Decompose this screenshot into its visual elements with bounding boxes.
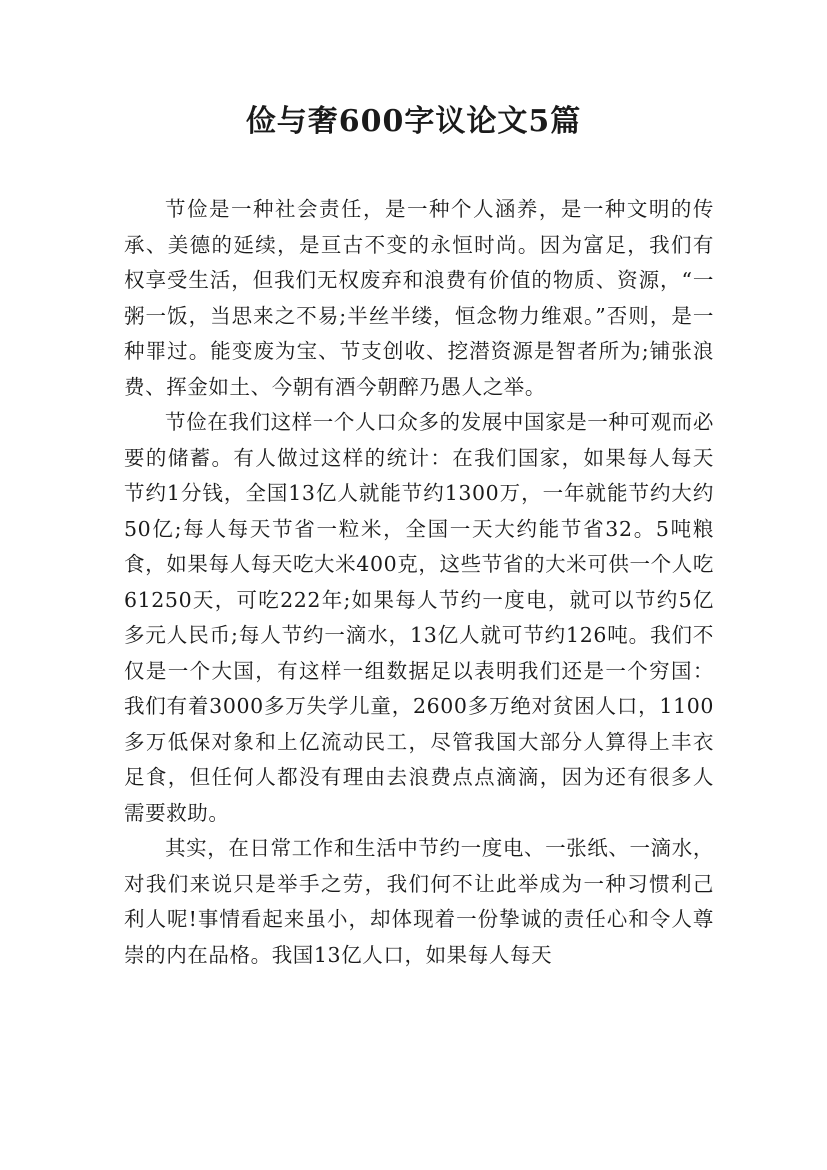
document-title: 俭与奢600字议论文5篇 — [245, 104, 582, 139]
document-body — [124, 192, 714, 973]
paragraph-2: 节俭在我们这样一个人口众多的发展中国家是一种可观而必要的储蓄。有人做过这样的统计：在我们国家，如果每人每天节约1分钱，全国13亿人就能节约1300万，一年就能节约大约50亿;每人每天节省一粒米，全国一天大约能节省32。5吨粮食，如果每人每天吃大米400克，这些节省的大米可供一个人吃61250天，可吃222年;如果每人节约一度电，就可以节约5亿多元人民币;每人节约一滴水，13亿人就可节约126吨。我们不仅是一个大国，有这样一组数据足以表明我们还是一个穷国：我们有着3000多万失学儿童，2600多万绝对贫困人口，1100多万低保对象和上亿流动民工，尽管我国大部分人算得上丰衣足食，但任何人都没有理由去浪费点点滴滴，因为还有很多人需要救助。 — [124, 410, 714, 825]
paragraph-1: 节俭是一种社会责任，是一种个人涵养，是一种文明的传承、美德的延续，是亘古不变的永恒时尚。因为富足，我们有权享受生活，但我们无权废弃和浪费有价值的物质、资源，“一粥一饭，当思来之不易;半丝半缕，恒念物力维艰。”否则，是一种罪过。能变废为宝、节支创收、挖潜资源是智者所为;铺张浪费、挥金如土、今朝有酒今朝醉乃愚人之举。 — [124, 197, 714, 399]
paragraph-3: 其实，在日常工作和生活中节约一度电、一张纸、一滴水，对我们来说只是举手之劳，我们何不让此举成为一种习惯利己利人呢!事情看起来虽小，却体现着一份挚诚的责任心和令人尊崇的内在品格。我国13亿人口，如果每人每天 — [124, 836, 714, 967]
